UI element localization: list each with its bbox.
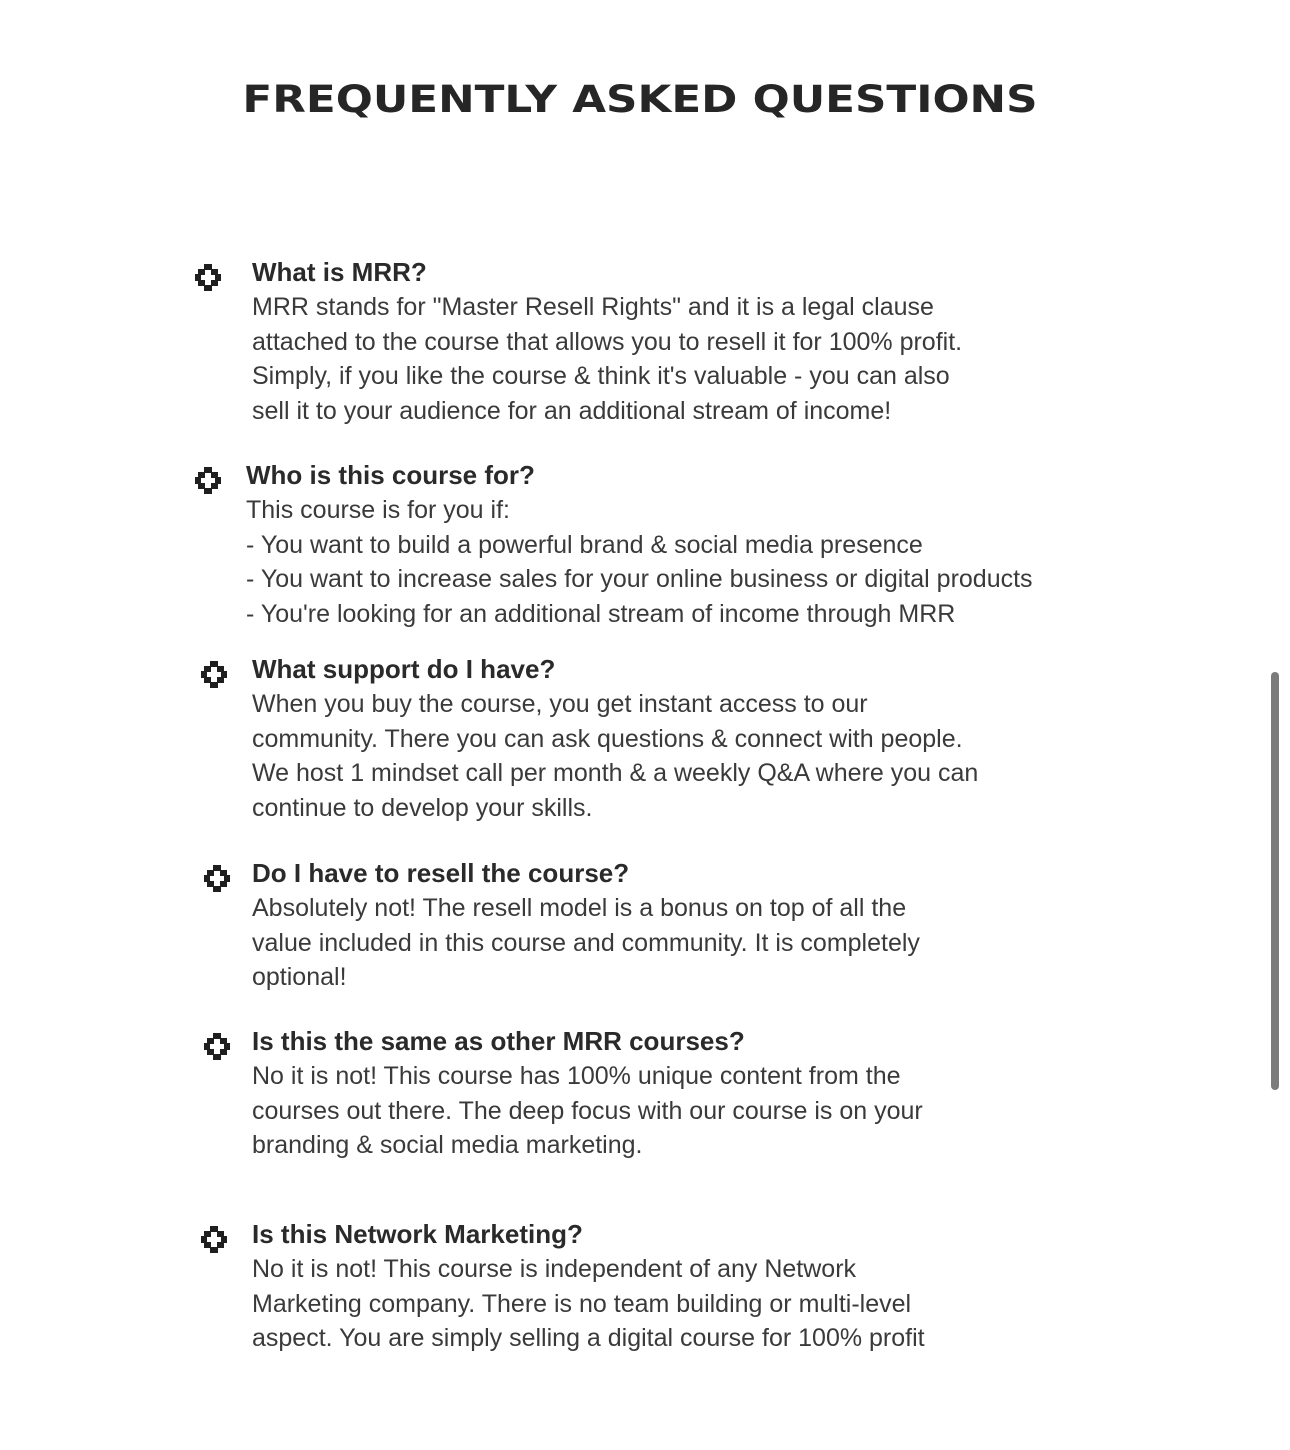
cross-diamond-icon bbox=[199, 1224, 229, 1254]
faq-item-who-is-this-for bbox=[193, 459, 1033, 631]
faq-question: Is this the same as other MRR courses? bbox=[252, 1026, 745, 1056]
faq-answer: When you buy the course, you get instant access to our community. There you can ask questions & connect with people. We host 1 mindset call per month & a weekly Q&A where you can continue to develop your skills. bbox=[252, 690, 979, 822]
faq-answer: MRR stands for "Master Resell Rights" and it is a legal clause attached to the course that allows you to resell it for 100% profit. Simply, if you like the course & think it's valuable - you can also sell it to your audience for an additional stream of income! bbox=[252, 293, 963, 425]
scrollbar[interactable] bbox=[1271, 672, 1279, 1090]
faq-answer: This course is for you if: - You want to build a powerful brand & social media presence - You want to increase sales for your online business or digital products - You're looking for an additional stream of income through MRR bbox=[246, 496, 1033, 628]
faq-answer: Absolutely not! The resell model is a bonus on top of all the value included in this course and community. It is completely optional! bbox=[252, 894, 920, 992]
faq-item-resell bbox=[202, 857, 920, 995]
faq-question: Who is this course for? bbox=[246, 460, 535, 490]
cross-diamond-icon bbox=[202, 863, 232, 893]
faq-item-what-is-mrr bbox=[193, 256, 962, 428]
faq-answer: No it is not! This course has 100% unique content from the courses out there. The deep focus with our course is on your branding & social media marketing. bbox=[252, 1062, 923, 1160]
page-title: FREQUENTLY ASKED QUESTIONS bbox=[242, 78, 1038, 121]
faq-question: Is this Network Marketing? bbox=[252, 1219, 583, 1249]
faq-item-support bbox=[199, 653, 978, 825]
faq-question: What support do I have? bbox=[252, 654, 556, 684]
faq-question: What is MRR? bbox=[252, 257, 427, 287]
faq-item-same-as-other bbox=[202, 1025, 923, 1163]
cross-diamond-icon bbox=[199, 659, 229, 689]
cross-diamond-icon bbox=[193, 262, 223, 292]
faq-item-network-marketing bbox=[199, 1218, 925, 1356]
faq-question: Do I have to resell the course? bbox=[252, 858, 630, 888]
cross-diamond-icon bbox=[193, 465, 223, 495]
faq-answer: No it is not! This course is independent of any Network Marketing company. There is no team building or multi-level aspect. You are simply selling a digital course for 100% profit bbox=[252, 1255, 925, 1353]
cross-diamond-icon bbox=[202, 1031, 232, 1061]
